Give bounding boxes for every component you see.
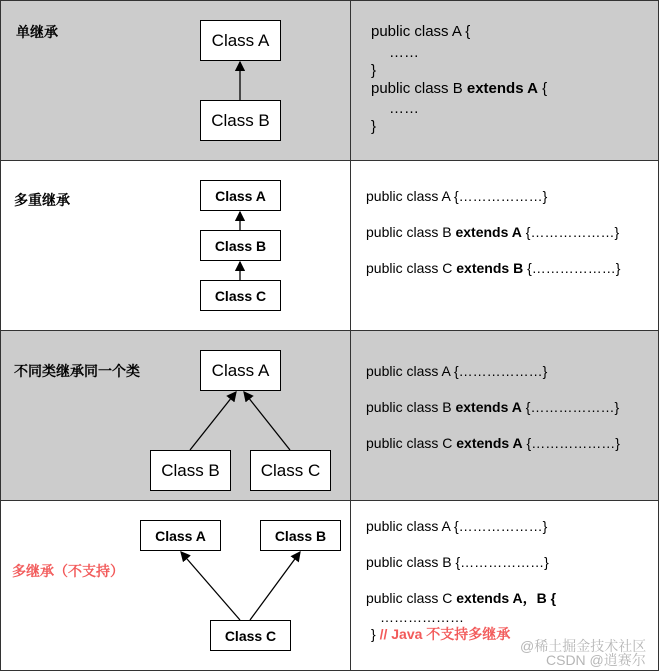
code-text: public class B: [366, 399, 456, 415]
code-text: public class C: [366, 260, 457, 276]
class-c-box: Class C: [210, 620, 291, 651]
code-line: ……: [389, 100, 419, 117]
class-a-box: Class A: [200, 20, 281, 61]
code-line: public class A {: [371, 23, 471, 40]
code-line: [371, 80, 547, 98]
code-text: {………………}: [522, 435, 620, 451]
code-text: }: [371, 626, 376, 642]
class-b-box: Class B: [200, 230, 281, 261]
arrow-c-to-a: [181, 552, 240, 620]
code-text: {………………}: [521, 399, 620, 415]
code-text: public class C: [366, 435, 457, 451]
code-text: public class C: [366, 590, 457, 606]
code-comment: // Java 不支持多继承: [379, 626, 511, 642]
arrow-c-to-b: [250, 552, 300, 620]
watermark: CSDN @逍赛尔: [546, 652, 646, 668]
class-a-box: Class A: [200, 350, 281, 391]
code-line: public class A {………………}: [366, 518, 548, 534]
code-line: ……: [389, 44, 419, 61]
watermark: @稀土掘金技术社区: [520, 638, 647, 654]
code-keyword: extends B: [456, 260, 524, 276]
arrow-b-to-a: [190, 392, 236, 450]
code-text: {………………}: [521, 224, 620, 240]
code-text: public class B: [366, 224, 456, 240]
code-line: ………………: [380, 609, 464, 625]
code-line: [366, 434, 620, 452]
class-b-box: Class B: [150, 450, 231, 491]
row-label: 不同类继承同一个类: [14, 363, 140, 379]
code-keyword: extends A: [466, 80, 539, 97]
code-line: [371, 625, 510, 643]
code-line: public class A {………………}: [366, 188, 548, 204]
code-line: [366, 398, 619, 416]
code-text: {………………}: [523, 260, 621, 276]
code-line: public class B {………………}: [366, 554, 549, 570]
row-label: 多重继承: [14, 192, 70, 208]
code-keyword: extends A: [455, 224, 522, 240]
class-b-box: Class B: [260, 520, 341, 551]
code-line: public class A {………………}: [366, 363, 548, 379]
code-text: public class B: [371, 80, 467, 97]
code-keyword: extends A: [455, 399, 522, 415]
class-b-box: Class B: [200, 100, 281, 141]
code-line: }: [371, 118, 377, 135]
class-a-box: Class A: [140, 520, 221, 551]
class-a-box: Class A: [200, 180, 281, 211]
row-label: 多继承（不支持）: [12, 563, 124, 579]
code-line: [366, 259, 620, 277]
code-text: {: [538, 80, 548, 97]
class-c-box: Class C: [250, 450, 331, 491]
row-label: 单继承: [16, 24, 58, 40]
code-keyword: extends A，B {: [456, 590, 557, 606]
arrow-c-to-a: [244, 392, 290, 450]
code-line: [366, 589, 556, 607]
code-keyword: extends A: [456, 435, 523, 451]
code-line: [366, 223, 619, 241]
class-c-box: Class C: [200, 280, 281, 311]
code-line: }: [371, 62, 377, 79]
